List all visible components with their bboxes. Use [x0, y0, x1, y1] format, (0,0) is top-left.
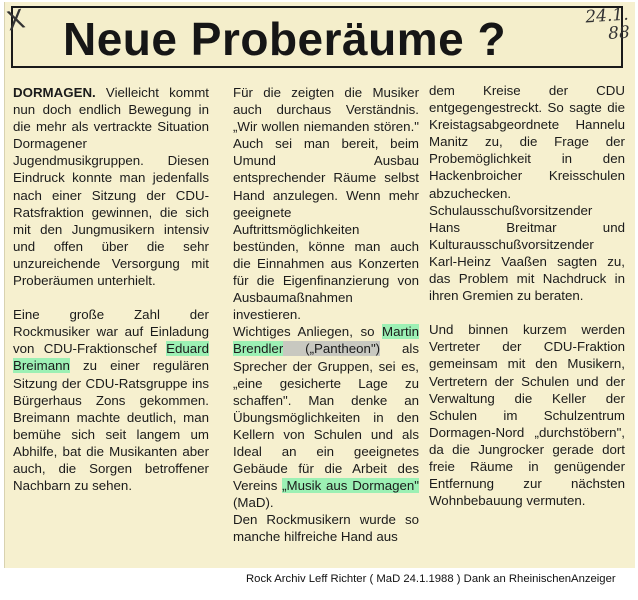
paragraph-text: als Sprecher der Gruppen, sei es, „eine gesicherte Lage zu schaffen". Man denke an Übungsmöglichkeiten in den Kellern von Schulen und als Ideal an ein geeignetes Gebäude für die Arbeit des Vereins — [233, 341, 419, 494]
paragraph — [429, 82, 625, 304]
paragraph-text: Für die zeigten die Musiker auch durchaus Verständnis. „Wir wollen niemanden stören." Auch sei man bereit, beim Umund Ausbau entsprechender Räume selbst Hand anzulegen. Wenn mehr geeignete Auftrittsmöglichkeiten bestünden, könne man auch die Einnahmen aus Konzerten für die Eigenfinanzierung von Ausbaumaßnahmen investieren. — [233, 85, 419, 323]
column-1 — [13, 84, 209, 494]
highlighted-name: Martin Brendler — [233, 324, 419, 357]
paragraph-text: Wichtiges Anliegen, so — [233, 324, 383, 340]
paragraph-text: der CDU-Fraktion gemeinsam mit den Musikern, Vertretern der Schulen und der Verwaltung die Keller der Schulen im Schulzentrum Dormagen-Nord „durchstöbern", da die Jungrocker gerade dort freie Räume in genügender Entfernung zur nächsten Wohnbebauung vermuten. — [429, 339, 625, 509]
paragraph-text: zu einer regulären Sitzung der CDU-Ratsgruppe ins Bürgerhaus Zons gekommen. Breimann machte deutlich, man bemühe sich seit langem um Abhilfe, bat die Musikanten aber auch, die Sorgen betroffener Nachbarn zu sehen. — [13, 358, 209, 494]
highlighted-band: („Pantheon") — [283, 341, 381, 357]
column-2 — [233, 84, 419, 546]
paragraph — [233, 84, 419, 323]
paragraph-text: dem Kreise der CDU entgegengestreckt. So sagte die Kreistagsabgeordnete Hannelu Manitz zu, die Frage der Probemöglichkeit in den Hackenbroicher Kreisschulen abzuchecken. Schulausschußvorsitzender Hans Breitmar und Kulturausschußvorsitzender Karl-Heinz Vaaßen sagten zu, das Problem mit Nachdruck in ihren Gremien zu beraten. — [429, 83, 625, 304]
archive-caption: Rock Archiv Leff Richter ( MaD 24.1.1988 ) Dank an RheinischenAnzeiger — [246, 573, 616, 585]
dateline: DORMAGEN. — [13, 85, 96, 100]
paragraph — [233, 511, 419, 545]
headline: Neue Proberäume ? — [63, 13, 507, 65]
paragraph — [13, 84, 209, 289]
headline-box — [11, 6, 623, 68]
newspaper-clipping — [4, 2, 635, 568]
paragraph-text: Vielleicht kommt nun doch endlich Bewegung in die mehr als vertrackte Situation Dormagener Jugendmusikgruppen. Diesen Eindruck konnte man jedenfalls nach einer Sitzung der CDU-Ratsfraktion gewinnen, die sich mit den Jungmusikern intensiv und offen über die sehr unzureichende Versorgung mit Proberäumen unterhielt. — [13, 85, 209, 289]
highlighted-verein: „Musik aus Dormagen" — [282, 478, 420, 494]
paragraph — [429, 321, 625, 509]
paragraph — [233, 323, 419, 511]
paragraph — [13, 306, 209, 494]
highlighted-name: Eduard Breimann — [13, 341, 209, 374]
paragraph-text: (MaD). — [233, 495, 274, 511]
paragraph-lead: Und binnen kurzem werden Vertreter — [429, 322, 625, 355]
handwritten-mark: X — [4, 4, 28, 38]
paragraph-text: Eine große Zahl der Rockmusiker war auf Einladung von CDU-Fraktionschef — [13, 307, 209, 357]
column-3 — [429, 82, 625, 509]
handwritten-date: 24.1. 88 — [584, 4, 631, 44]
paragraph-text: Den Rockmusikern wurde so manche hilfreiche Hand aus — [233, 512, 419, 545]
